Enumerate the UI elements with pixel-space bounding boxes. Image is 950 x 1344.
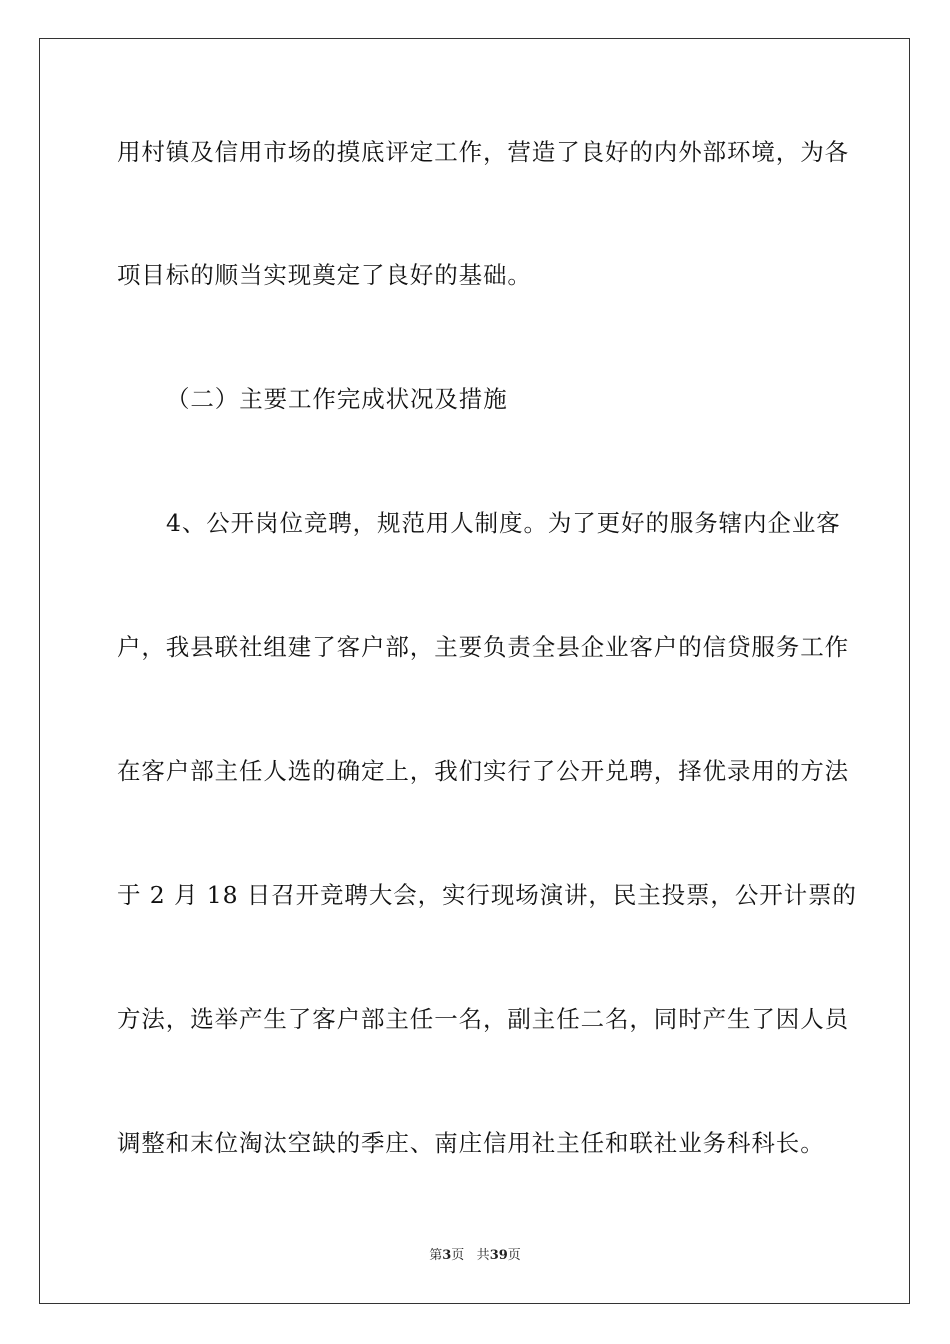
body-text-line: 用村镇及信用市场的摸底评定工作，营造了良好的内外部环境，为各 <box>117 138 849 166</box>
page-prefix: 第 <box>429 1248 443 1263</box>
page-suffix: 页 <box>451 1248 465 1263</box>
page-number: 3 <box>442 1248 452 1263</box>
total-prefix: 共 <box>476 1248 490 1263</box>
body-text-line: 调整和末位淘汰空缺的季庄、南庄信用社主任和联社业务科科长。 <box>117 1129 825 1157</box>
body-text-line: 4、公开岗位竞聘，规范用人制度。为了更好的服务辖内企业客 <box>166 509 841 537</box>
body-text-line: 方法，选举产生了客户部主任一名，副主任二名，同时产生了因人员 <box>117 1005 849 1033</box>
body-text-line: 项目标的顺当实现奠定了良好的基础。 <box>117 261 532 289</box>
page-border <box>39 38 910 1304</box>
section-heading: （二）主要工作完成状况及措施 <box>166 385 508 413</box>
body-text-line: 户，我县联社组建了客户部，主要负责全县企业客户的信贷服务工作 <box>117 633 849 661</box>
total-pages: 39 <box>489 1248 508 1263</box>
body-text-line: 在客户部主任人选的确定上，我们实行了公开兑聘，择优录用的方法 <box>117 757 849 785</box>
page-footer <box>0 1247 950 1265</box>
body-text-line: 于 2 月 18 日召开竞聘大会，实行现场演讲，民主投票，公开计票的 <box>117 881 857 909</box>
total-suffix: 页 <box>507 1248 521 1263</box>
